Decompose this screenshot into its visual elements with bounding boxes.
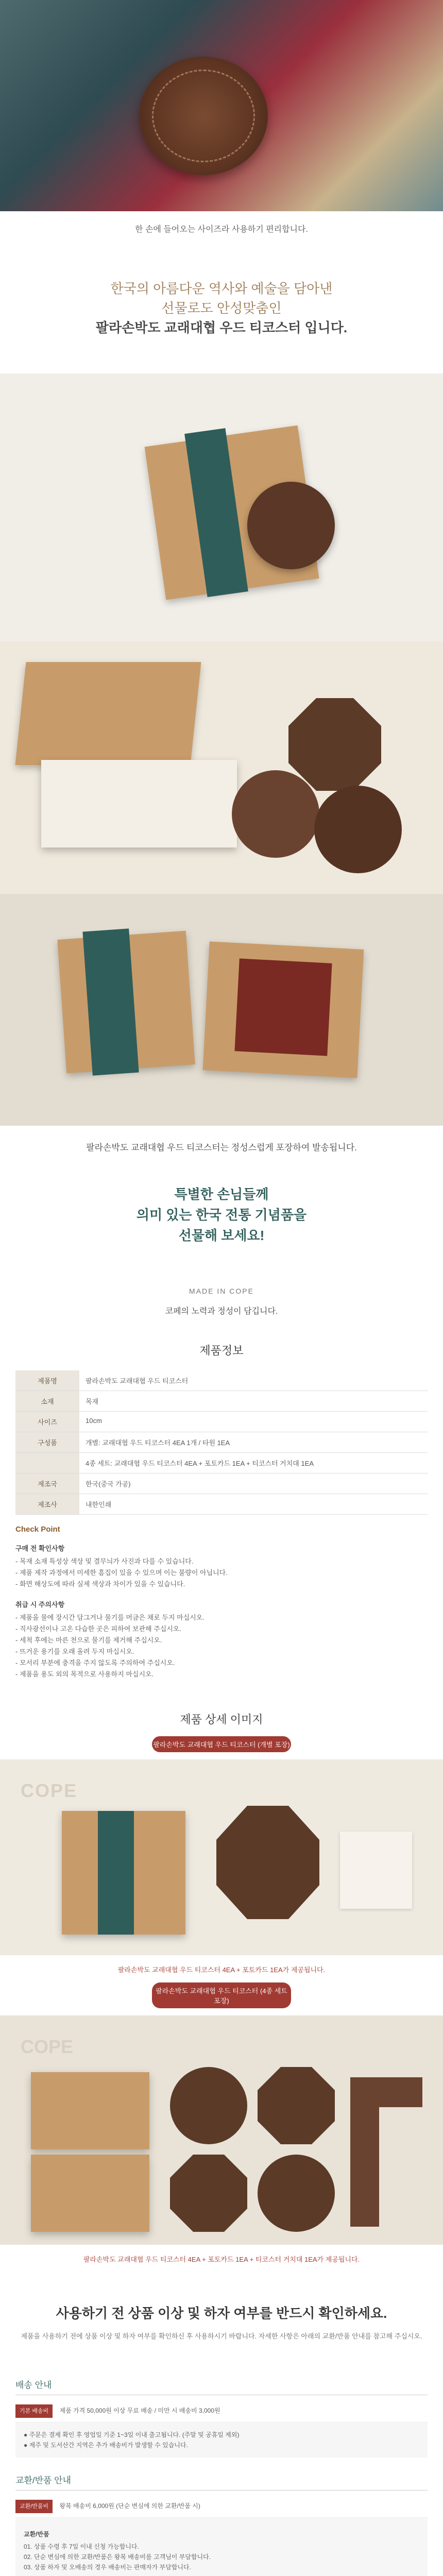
info-value: 10cm — [79, 1412, 428, 1432]
info-key: 제조국 — [15, 1473, 79, 1494]
kraft-box-lid — [31, 2072, 149, 2149]
detail-caption-2: 팔라손박도 교래대협 우드 티코스터 4EA + 포토카드 1EA + 티코스터 거치대 1EA가 제공됩니다. — [83, 2256, 360, 2263]
box-photo-1 — [0, 374, 443, 641]
coaster-in-hand-image — [139, 57, 268, 175]
kraft-box-open — [41, 760, 237, 848]
detail-photo-2 — [0, 2015, 443, 2245]
exchange-fee-row — [15, 2496, 428, 2518]
exchange-item: 01. 상품 수령 후 7일 이내 신청 가능합니다. — [24, 2543, 139, 2550]
round-coaster-image — [232, 770, 319, 858]
exchange-list-1 — [24, 2541, 419, 2572]
info-row — [15, 1494, 428, 1515]
info-value: 팔라손박도 교래대협 우드 티코스터 — [79, 1370, 428, 1391]
cope-watermark: COPE — [21, 2036, 74, 2057]
photo-card-image — [340, 1832, 412, 1909]
shipping-tag: 기본 배송비 — [15, 2404, 53, 2418]
octagon-coaster-image — [288, 698, 381, 791]
detail-images-title: 제품 상세 이미지 — [180, 1713, 263, 1726]
info-key: 소재 — [15, 1391, 79, 1412]
detail-photo-1 — [0, 1759, 443, 1955]
info-value: 목재 — [79, 1391, 428, 1412]
box-artwork — [234, 958, 332, 1056]
intro-text — [0, 248, 443, 374]
packaging-note: 팔라손박도 교래대협 우드 티코스터는 정성스럽게 포장하여 발송됩니다. — [86, 1143, 357, 1153]
kraft-box-lid — [15, 662, 201, 765]
shipping-fee-row — [15, 2400, 428, 2422]
product-info-table — [15, 1370, 428, 1515]
made-label: MADE IN COPE — [189, 1287, 254, 1295]
exchange-tag: 교환/반품비 — [15, 2500, 53, 2513]
checkpoint-item: - 세척 후에는 마른 천으로 물기를 제거해 주십시오. — [15, 1636, 162, 1644]
kraft-box-base — [31, 2155, 149, 2232]
info-row — [15, 1473, 428, 1494]
detail-caption-1: 팔라손박도 교래대협 우드 티코스터 4EA + 포토카드 1EA가 제공됩니다. — [117, 1966, 326, 1974]
info-key: 제품명 — [15, 1370, 79, 1391]
checkpoint-item: - 뜨거운 용기를 오래 올려 두지 마십시오. — [15, 1648, 134, 1655]
intro-line-2: 선물로도 안성맞춤인 — [161, 300, 282, 316]
warning-text: 제품을 사용하기 전에 상품 이상 및 하자 여부를 확인하신 후 사용하시기 바랍니다. 자세한 사항은 아래의 교환/반품 안내를 참고해 주십시오. — [21, 2332, 422, 2340]
coaster-image-2 — [258, 2067, 335, 2144]
hero-caption: 한 손에 들어오는 사이즈라 사용하기 편리합니다. — [135, 225, 308, 234]
exchange-item: 02. 단순 변심에 의한 교환/반품은 왕복 배송비를 고객님이 부담합니다. — [24, 2553, 211, 2561]
checkpoint-list-2 — [15, 1612, 428, 1680]
exchange-box — [15, 2518, 428, 2576]
cope-watermark: COPE — [21, 1780, 78, 1801]
checkpoint-item: - 모서리 부분에 충격을 주지 않도록 주의하여 주십시오. — [15, 1659, 175, 1667]
gift-line-3: 선물해 보세요! — [178, 1228, 265, 1243]
shipping-notes — [15, 2422, 428, 2458]
checkpoint-item: - 화면 해상도에 따라 실제 색상과 차이가 있을 수 있습니다. — [15, 1580, 185, 1588]
coaster-image-3 — [170, 2155, 247, 2232]
coaster-image — [247, 482, 335, 569]
round-coaster-image-2 — [314, 786, 402, 873]
gift-message — [0, 1184, 443, 1266]
gift-line-2: 의미 있는 한국 전통 기념품을 — [136, 1207, 307, 1223]
exchange-item: 03. 상품 하자 및 오배송의 경우 배송비는 판매자가 부담합니다. — [24, 2564, 191, 2571]
info-row — [15, 1412, 428, 1432]
octagon-coaster-image — [216, 1806, 319, 1919]
checkpoint-sub-2: 취급 시 주의사항 — [15, 1601, 65, 1608]
shipping-note: ● 제주 및 도서산간 지역은 추가 배송비가 발생할 수 있습니다. — [24, 2442, 188, 2449]
product-info-title: 제품정보 — [199, 1344, 244, 1357]
intro-line-3: 팔라손박도 교래대협 우드 티코스터 입니다. — [95, 320, 348, 335]
info-value: 개별: 교래대협 우드 티코스터 4EA 1개 / 타원 1EA — [79, 1432, 428, 1453]
shipping-title: 배송 안내 — [15, 2378, 428, 2395]
detail-pill-1: 팔라손박도 교래대협 우드 티코스터 (개별 포장) — [152, 1736, 291, 1752]
checkpoint-section — [15, 1525, 428, 1680]
checkpoint-item: - 제품 제작 과정에서 미세한 흠집이 있을 수 있으며 이는 불량이 아닙니다. — [15, 1569, 228, 1577]
info-row — [15, 1391, 428, 1412]
coaster-stand-image — [350, 2077, 422, 2227]
checkpoint-title: Check Point — [15, 1525, 60, 1534]
warning-section — [0, 2272, 443, 2362]
box-band — [98, 1811, 134, 1935]
info-value: 4종 세트: 교래대협 우드 티코스터 4EA + 포토카드 1EA + 티코스터 거치대 1EA — [79, 1453, 428, 1473]
info-row — [15, 1432, 428, 1453]
checkpoint-item: - 제품을 물에 장시간 담그거나 물기를 머금은 채로 두지 마십시오. — [15, 1614, 205, 1621]
shipping-fee-text: 제품 가격 50,000원 이상 무료 배송 / 미만 시 배송비 3,000원 — [59, 2407, 220, 2414]
checkpoint-item: - 목재 소재 특성상 색상 및 결무늬가 사진과 다를 수 있습니다. — [15, 1557, 194, 1565]
info-value: 한국(중국 가공) — [79, 1473, 428, 1494]
exchange-fee-text: 왕복 배송비 6,000원 (단순 변심에 의한 교환/반품 시) — [59, 2502, 200, 2510]
info-key: 사이즈 — [15, 1412, 79, 1432]
made-in-cope — [0, 1266, 443, 1321]
warning-title: 사용하기 전 상품 이상 및 하자 여부를 반드시 확인하세요. — [56, 2306, 387, 2321]
exchange-box-title-1: 교환/반품 — [24, 2531, 49, 2538]
info-row — [15, 1370, 428, 1391]
hero-photo — [0, 0, 443, 211]
checkpoint-item: - 제품을 용도 외의 목적으로 사용하지 마십시오. — [15, 1670, 154, 1678]
made-text: 코페의 노력과 정성이 담깁니다. — [165, 1307, 278, 1316]
shipping-guide — [15, 2378, 428, 2576]
gift-line-1: 특별한 손님들께 — [174, 1187, 269, 1202]
checkpoint-list-1 — [15, 1556, 428, 1590]
checkpoint-sub-1: 구매 전 확인사항 — [15, 1545, 65, 1552]
box-photo-3 — [0, 894, 443, 1126]
coaster-image-1 — [170, 2067, 247, 2144]
info-key — [15, 1453, 79, 1473]
coaster-image-4 — [258, 2155, 335, 2232]
info-key: 구성품 — [15, 1432, 79, 1453]
checkpoint-item: - 직사광선이나 고온 다습한 곳은 피하여 보관해 주십시오. — [15, 1625, 182, 1633]
box-photo-2 — [0, 641, 443, 894]
detail-pill-2: 팔라손박도 교래대협 우드 티코스터 (4종 세트 포장) — [152, 1982, 291, 2008]
intro-line-1: 한국의 아름다운 역사와 예술을 담아낸 — [110, 281, 333, 296]
info-row — [15, 1453, 428, 1473]
exchange-title: 교환/반품 안내 — [15, 2473, 428, 2490]
info-value: 내한인쇄 — [79, 1494, 428, 1515]
info-key: 제조사 — [15, 1494, 79, 1515]
shipping-note: ● 주문은 결제 확인 후 영업일 기준 1~3일 이내 출고됩니다. (주말 및 공휴일 제외) — [24, 2431, 240, 2438]
